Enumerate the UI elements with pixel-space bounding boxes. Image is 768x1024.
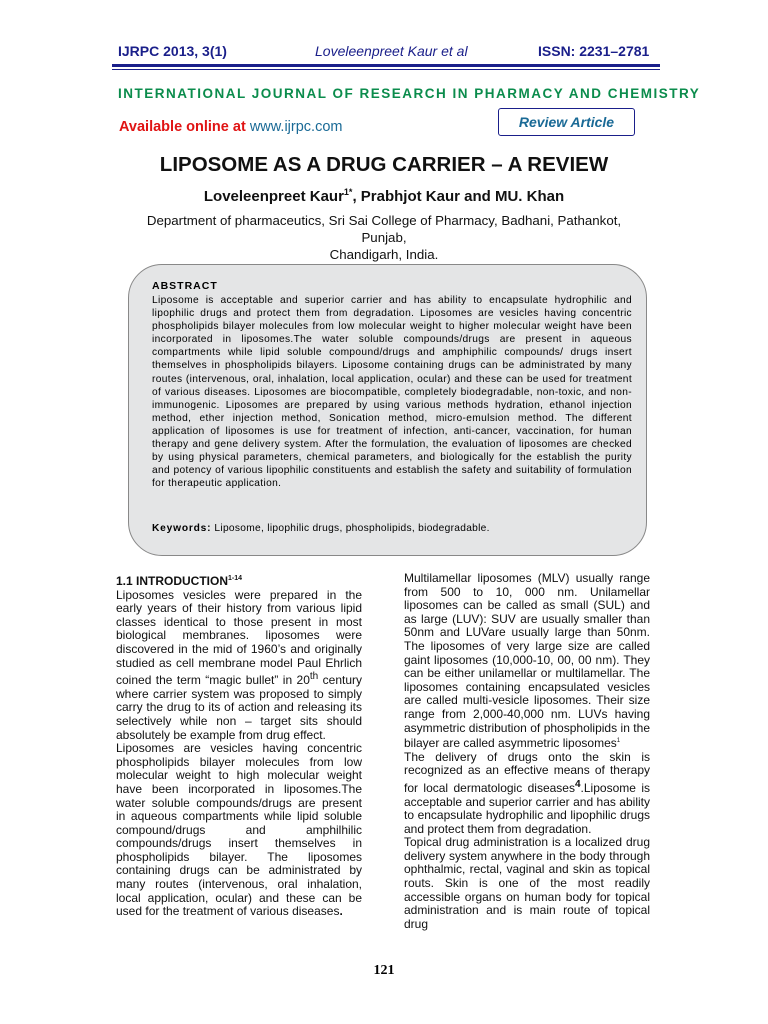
affiliation — [124, 212, 644, 263]
superscript: th — [309, 671, 319, 683]
section-heading — [116, 572, 362, 589]
paragraph-text: Liposomes vesicles were prepared in the early years of their history from various lipid classes identical to those present in most biological membranes. liposomes were discovered in the mid of 1960’s and originally studied as cell membrane model Paul Ehrlich coined the term “magic bullet” in 20 — [116, 587, 362, 688]
running-author: Loveleenpreet Kaur et al — [315, 43, 468, 59]
paragraph-text: Multilamellar liposomes (MLV) usually range from 500 to 10, 000 nm. Unilamellar liposomes can be called as small (SUL) and as large (LUV): SUV are usually smaller than 50nm and LUVare usually large than 50nm. The liposomes of very large size are called gaint liposomes (10,000-10, 00, 00 nm). They can be either unilamellar or multilamellar. The liposomes containing encapsulated vesicles are called multi-vesicle liposomes. Their size range from 2,000-40,000 nm. LUVs having asymmetric distribution of phospholipids in the bilayer are called asymmetric liposomes — [404, 571, 650, 751]
body-column-left — [116, 572, 362, 919]
paragraph-end: . — [339, 904, 343, 919]
paragraph-text: Topical drug administration is a localized drug delivery system anywhere in the body through ophthalmic, rectal, vaginal and skin as topical routs. Skin is one of the most readily accessible organs on human body for topical administration and is main route of topical drug — [404, 835, 650, 931]
available-prefix: Available online at — [119, 119, 250, 135]
first-author-affiliation-mark: 1* — [343, 187, 353, 197]
issn: ISSN: 2231–2781 — [538, 43, 650, 59]
paragraph — [116, 742, 362, 919]
paragraph-text: The delivery of drugs onto the skin is recognized as an effective means of therapy for local dermatologic diseases — [404, 749, 650, 795]
paragraph — [404, 751, 650, 837]
first-author: Loveleenpreet Kaur — [203, 188, 344, 205]
keywords-list: Liposome, lipophilic drugs, phospholipids, biodegradable. — [211, 523, 490, 534]
paragraph — [116, 589, 362, 743]
paragraph-text: century where carrier system was proposed to simply carry the drug to its of action and releasing its selectively while non – target sits should absolutely be example from drug effect. — [116, 673, 362, 742]
section-heading-refs: 1-14 — [228, 575, 243, 582]
journal-name: INTERNATIONAL JOURNAL OF RESEARCH IN PHARMACY AND CHEMISTRY — [118, 86, 701, 101]
keywords — [152, 523, 632, 534]
citation-superscript: 4 — [574, 778, 581, 790]
paragraph-text: .Liposome is acceptable and superior carrier and has ability to encapsulate hydrophilic and lipophilic drugs and protect them from degradation. — [404, 780, 650, 836]
affiliation-line-2: Chandigarh, India. — [329, 247, 439, 262]
affiliation-line-1: Department of pharmaceutics, Sri Sai College of Pharmacy, Badhani, Pathankot, Punjab, — [146, 213, 622, 245]
journal-website-link[interactable]: www.ijrpc.com — [249, 119, 343, 135]
article-type-badge — [498, 108, 635, 136]
article-type-label: Review Article — [518, 114, 615, 130]
paragraph-text: Liposomes are vesicles having concentric phospholipids bilayer molecules from low molecular weight to high molecular weight have been incorporated in liposomes.The water soluble compounds/drugs are present in aqueous compartments while lipid soluble compound/drugs and amphilhilic compounds/drugs insert themselves in phospholipids bilayer. The liposomes containing drugs can be administrated by many routes (intervenous, oral inhalation, local application, ocular) and these can be used for the treatment of various diseases — [116, 741, 362, 919]
paragraph — [404, 836, 650, 931]
other-authors: , Prabhjot Kaur and MU. Khan — [352, 188, 565, 205]
author-list — [0, 187, 768, 205]
paragraph — [404, 572, 650, 751]
keywords-label: Keywords: — [152, 523, 212, 534]
page-number: 121 — [373, 963, 395, 978]
journal-reference: IJRPC 2013, 3(1) — [118, 43, 227, 59]
section-heading-text: 1.1 INTRODUCTION — [116, 574, 229, 588]
header-rule-thick — [112, 64, 660, 67]
available-online — [119, 119, 342, 135]
header-rule-thin — [112, 69, 660, 70]
abstract-heading: ABSTRACT — [152, 280, 218, 292]
citation-superscript: 1 — [616, 738, 621, 745]
body-column-right — [404, 572, 650, 931]
paper-title: LIPOSOME AS A DRUG CARRIER – A REVIEW — [159, 153, 609, 176]
abstract-text: Liposome is acceptable and superior carrier and has ability to encapsulate hydrophilic and lipophilic drugs and protect them from degradation. Liposomes are vesicles having concentric phospholipids bilayer molecules from low molecular weight to higher molecular weight have been incorporated in liposomes.The water soluble compounds/drugs are present in aqueous compartments while lipid soluble compound/drugs and amphiphilic compounds/ drugs insert themselves in phospholipids bilayers. Liposome containing drugs can be administrated by many routes (intervenous, oral, inhalation, local application, ocular) and these can be used for treatment of various diseases. Liposomes are biocompatible, completely biodegradable, non-toxic, and non-immunogenic. Liposomes are prepared by using various methods hydration, ethanol injection method, ether injection method, Sonication method, micro-emulsion method. The different application of liposomes is use for treatment of infection, anti-cancer, vaccination, for human therapy and gene delivery system. After the formulation, the evaluation of liposomes are checked by using physical parameters, chemical parameters, and biologically for the establish the purity and potency of various lipophilic constituents and establish the safety and suitability of formulation for therapeutic application. — [152, 295, 632, 490]
